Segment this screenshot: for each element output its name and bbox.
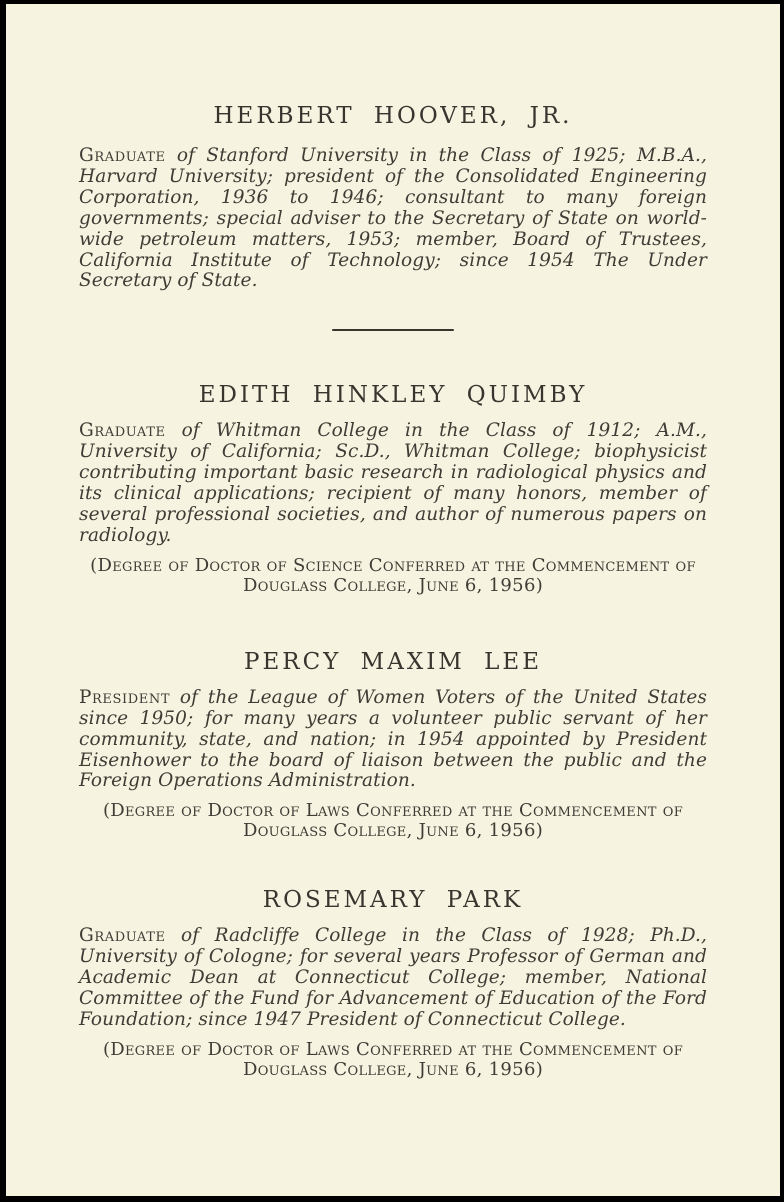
entry-percy-maxim-lee xyxy=(79,650,707,842)
conferral-line: (Degree of Doctor of Laws Conferred at the Commencement of xyxy=(102,1038,684,1060)
bio-lead-word: Graduate xyxy=(79,420,166,442)
entry-name-heading: ROSEMARY PARK xyxy=(262,887,524,914)
conferral-line: (Degree of Doctor of Science Conferred at the Commencement of xyxy=(90,554,696,576)
bio-text: of Radcliffe College in the Class of 1928; Ph.D., University of Cologne; for several years Professor of German and Academic Dean at Connecticut College; member, National Committee of the Fund for Advancement of Education of the Ford Foundation; since 1947 President of Connecticut College. xyxy=(79,925,707,1030)
bio-text: of Stanford University in the Class of 1925; M.B.A., Harvard University; president of the Consolidated Engineering Corporation, 1936 to 1946; consultant to many foreign governments; special adviser to the Secretary of State on world-wide petroleum matters, 1953; member, Board of Trustees, California Institute of Technology; since 1954 The Under Secretary of State. xyxy=(79,145,708,292)
entry-biography xyxy=(79,926,707,1031)
bio-text: of Whitman College in the Class of 1912; A.M., University of California; Sc.D., Whitman College; biophysicist contributing important basic research in radiological physics and its clinical applications; recipient of many honors, member of several professional societies, and author of numerous papers on radiology. xyxy=(79,420,707,546)
bio-lead-word: President xyxy=(79,686,171,708)
conferral-line: Douglass College, June 6, 1956) xyxy=(242,820,544,842)
entry-biography xyxy=(79,146,707,292)
entry-biography xyxy=(79,421,707,546)
entry-edith-hinkley-quimby xyxy=(79,383,707,595)
entry-name-heading: PERCY MAXIM LEE xyxy=(243,648,542,675)
section-divider-rule xyxy=(332,329,454,331)
conferral-line: (Degree of Doctor of Laws Conferred at the Commencement of xyxy=(102,800,684,822)
entry-name-heading: HERBERT HOOVER, JR. xyxy=(213,103,573,129)
conferral-line: Douglass College, June 6, 1956) xyxy=(242,1058,544,1080)
degree-conferral-note xyxy=(79,801,707,841)
bio-lead-word: Graduate xyxy=(79,925,166,947)
degree-conferral-note xyxy=(79,556,707,596)
document-page xyxy=(6,4,780,1196)
page-content xyxy=(79,104,707,1080)
entry-name-heading: EDITH HINKLEY QUIMBY xyxy=(198,382,588,409)
bio-text: of the League of Women Voters of the United States since 1950; for many years a volunteer public servant of her community, state, and nation; in 1954 appointed by President Eisenhower to the board of liaison between the public and the Foreign Operations Administration. xyxy=(79,686,707,792)
conferral-line: Douglass College, June 6, 1956) xyxy=(242,574,544,596)
entry-biography xyxy=(79,688,707,793)
degree-conferral-note xyxy=(79,1040,707,1080)
bio-lead-word: Graduate xyxy=(79,145,166,166)
entry-herbert-hoover-jr xyxy=(79,104,707,292)
entry-rosemary-park xyxy=(79,888,707,1080)
